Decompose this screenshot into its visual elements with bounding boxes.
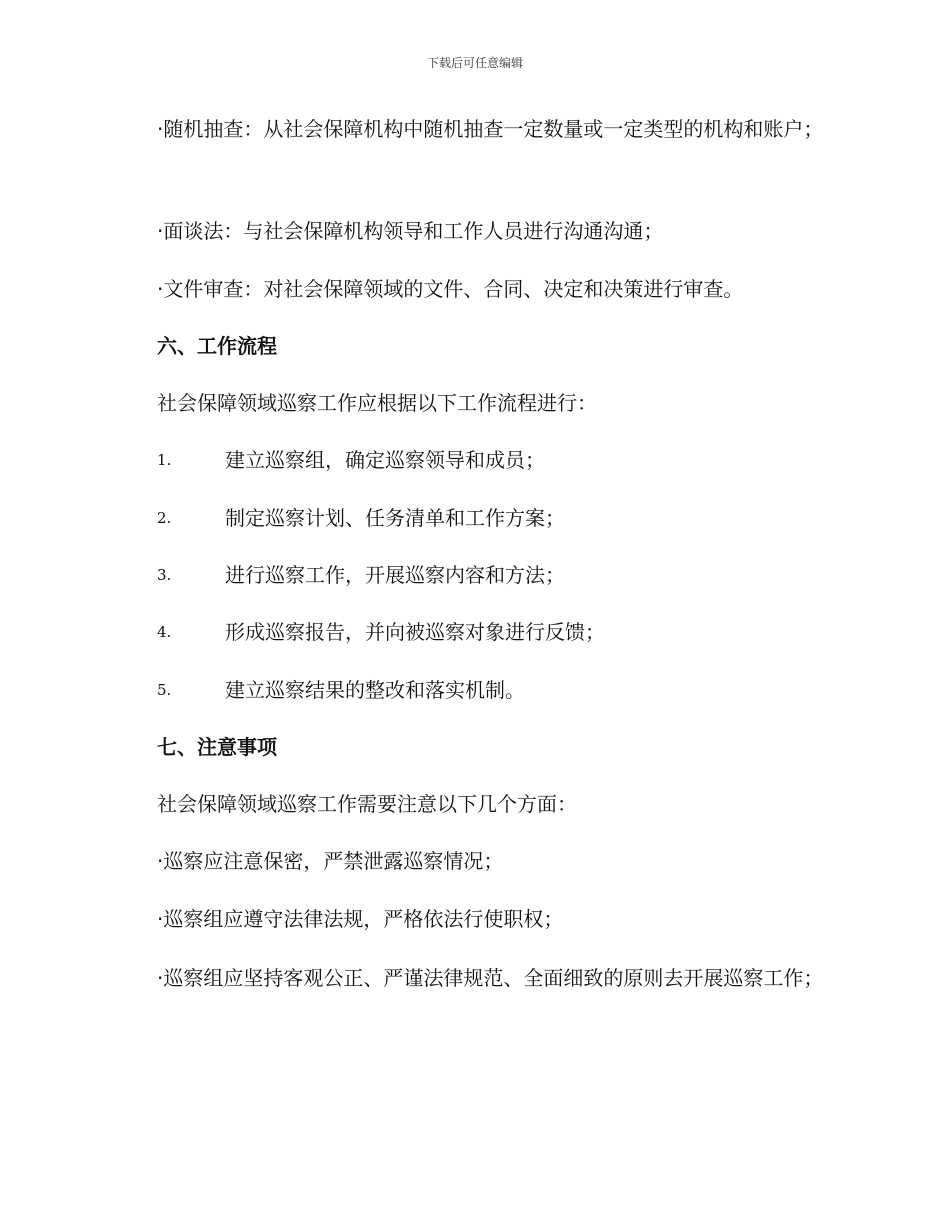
method-interview: ·面谈法：与社会保障机构领导和工作人员进行沟通沟通； [157, 219, 664, 243]
step-item [157, 446, 545, 474]
step-number: 4. [157, 623, 172, 641]
point-legal-compliance: ·巡察组应遵守法律法规，严格依法行使职权； [157, 907, 564, 931]
section7-heading: 七、注意事项 [157, 735, 277, 759]
step-text: 进行巡察工作，开展巡察内容和方法； [225, 563, 565, 587]
step-text: 建立巡察组，确定巡察领导和成员； [225, 448, 545, 472]
section6-heading: 六、工作流程 [157, 334, 277, 358]
step-item [157, 561, 565, 589]
step-number: 2. [157, 509, 172, 527]
step-number: 3. [157, 566, 172, 584]
method-random-check: ·随机抽查：从社会保障机构中随机抽查一定数量或一定类型的机构和账户； [157, 117, 824, 141]
point-objectivity: ·巡察组应坚持客观公正、严谨法律规范、全面细致的原则去开展巡察工作； [157, 966, 824, 990]
step-item [157, 504, 565, 532]
header-note: 下载后可任意编辑 [426, 56, 523, 70]
section6-intro: 社会保障领域巡察工作应根据以下工作流程进行： [157, 391, 597, 415]
step-text: 形成巡察报告，并向被巡察对象进行反馈； [225, 620, 605, 644]
step-number: 5. [157, 681, 172, 699]
step-item [157, 676, 525, 704]
section7-intro: 社会保障领域巡察工作需要注意以下几个方面： [157, 792, 577, 816]
method-document-review: ·文件审查：对社会保障领域的文件、合同、决定和决策进行审查。 [157, 277, 744, 301]
step-text: 建立巡察结果的整改和落实机制。 [225, 678, 525, 702]
step-item [157, 618, 605, 646]
point-confidentiality: ·巡察应注意保密，严禁泄露巡察情况； [157, 849, 504, 873]
step-text: 制定巡察计划、任务清单和工作方案； [225, 506, 565, 530]
step-number: 1. [157, 451, 172, 469]
